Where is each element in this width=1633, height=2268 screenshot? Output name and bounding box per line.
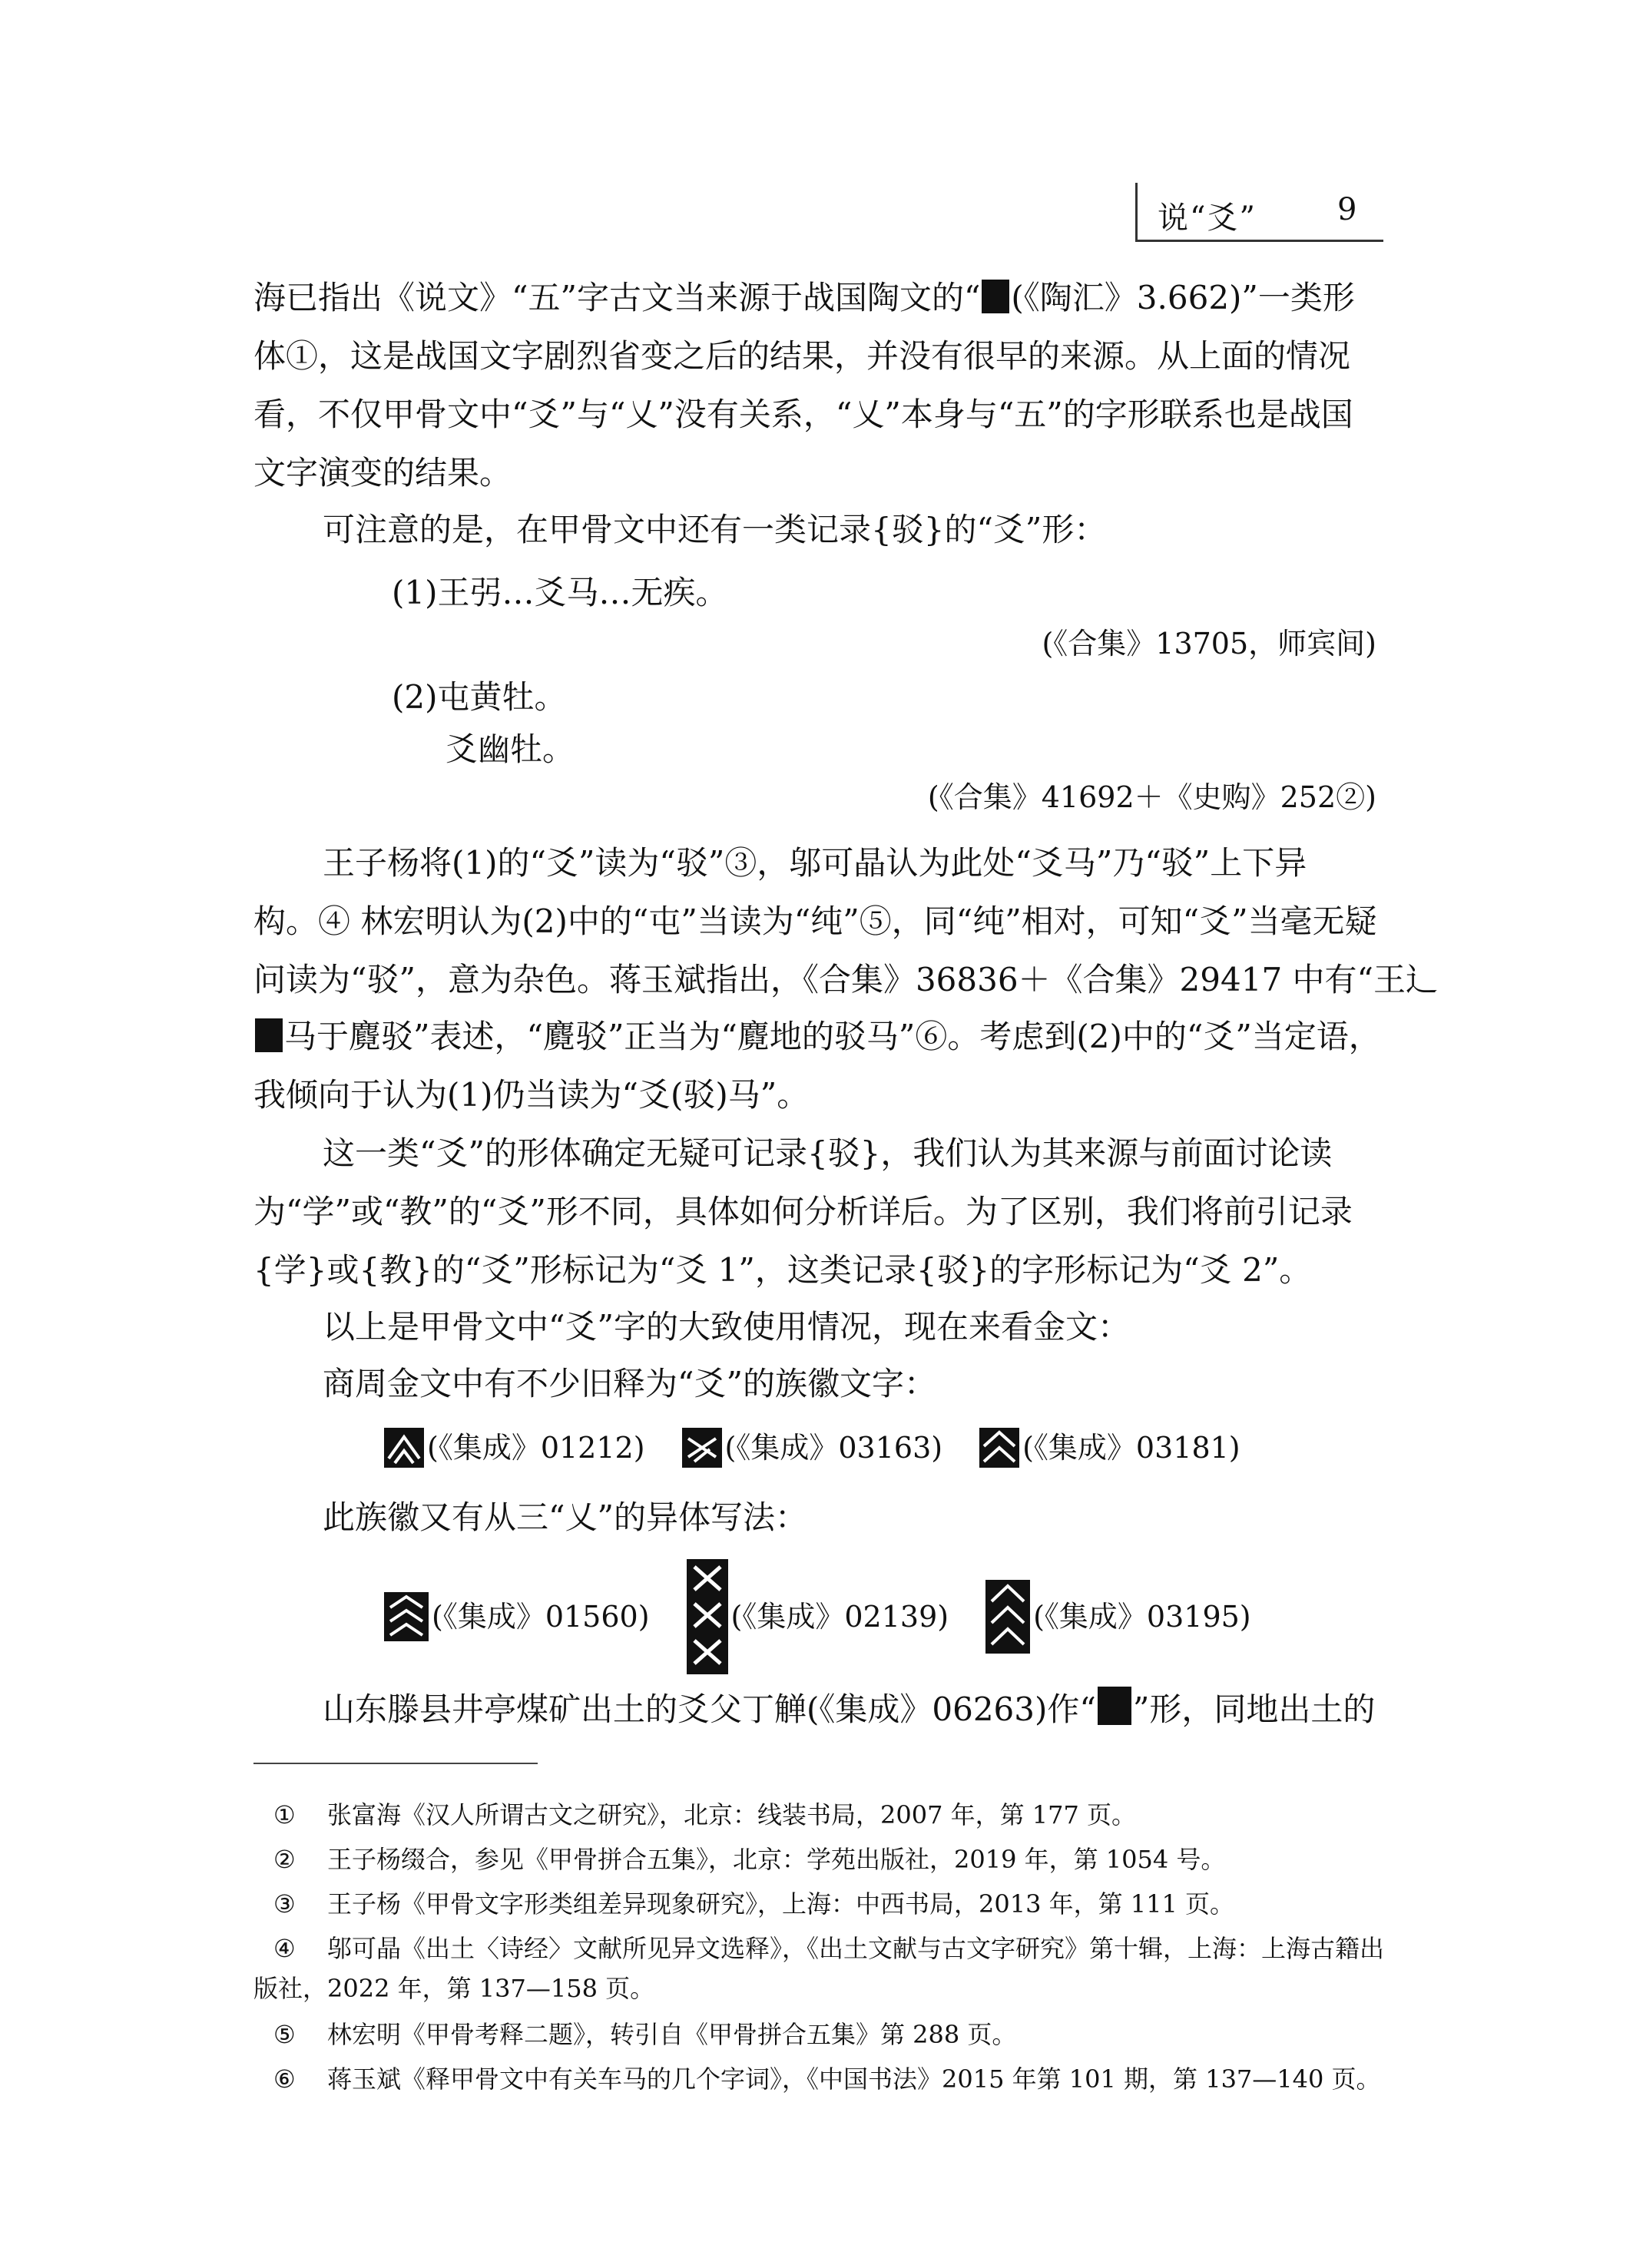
paragraph-line: 王子杨将(1)的“爻”读为“驳”③，邬可晶认为此处“爻马”乃“驳”上下异 xyxy=(323,844,1307,882)
paragraph-line: 海已指出《说文》“五”字古文当来源于战国陶文的“ (《陶汇》3.662)”一类形 xyxy=(253,279,1355,316)
emblem-glyph-icon xyxy=(687,1559,728,1674)
paragraph-line: 我倾向于认为(1)仍当读为“爻(驳)马”。 xyxy=(253,1076,810,1114)
paragraph-line: 可注意的是，在甲骨文中还有一类记录{驳}的“爻”形： xyxy=(323,511,1107,548)
footnote-continuation: 版社，2022 年，第 137—158 页。 xyxy=(253,1974,655,2003)
paragraph-line: 这一类“爻”的形体确定无疑可记录{驳}，我们认为其来源与前面讨论读 xyxy=(323,1134,1333,1172)
paragraph-line: 马于麑驳”表述，“麑驳”正当为“麑地的驳马”⑥。考虑到(2)中的“爻”当定语， xyxy=(253,1015,1375,1058)
example-2-source: (《合集》41692＋《史购》252②) xyxy=(927,780,1376,814)
paragraph-line: 此族徽又有从三“乂”的异体写法： xyxy=(323,1498,807,1536)
emblem-row-2: (《集成》01560) (《集成》02139) (《集成》03195) xyxy=(384,1559,1251,1674)
header-title: 说“爻” xyxy=(1158,200,1257,236)
example-1: (1)王弜…爻马…无疾。 xyxy=(392,574,728,611)
footnote: ① 张富海《汉人所谓古文之研究》，北京：线装书局，2007 年，第 177 页。 xyxy=(273,1800,1137,1829)
paragraph-line: 构。④ 林宏明认为(2)中的“屯”当读为“纯”⑤，同“纯”相对，可知“爻”当毫无疑 xyxy=(253,902,1377,940)
footnote: ② 王子杨缀合，参见《甲骨拼合五集》，北京：学苑出版社，2019 年，第 1054 号。 xyxy=(273,1845,1226,1874)
example-2-line-a: (2)屯黄牡。 xyxy=(392,678,567,716)
paragraph-line: 体①，这是战国文字剧烈省变之后的结果，并没有很早的来源。从上面的情况 xyxy=(253,337,1351,375)
example-2-line-b: 爻幽牡。 xyxy=(446,730,575,768)
emblem-glyph-icon xyxy=(985,1580,1030,1654)
paragraph-line: 以上是甲骨文中“爻”字的大致使用情况，现在来看金文： xyxy=(323,1308,1130,1346)
paragraph-line: 文字演变的结果。 xyxy=(253,454,512,492)
footnote-rule xyxy=(253,1763,538,1764)
paragraph-line: 商周金文中有不少旧释为“爻”的族徽文字： xyxy=(323,1365,936,1402)
example-1-source: (《合集》13705，师宾间) xyxy=(1042,627,1376,661)
emblem-glyph-icon xyxy=(1098,1687,1131,1725)
footnote: ③ 王子杨《甲骨文字形类组差异现象研究》，上海：中西书局，2013 年，第 111 页。 xyxy=(273,1889,1235,1919)
oracle-glyph-icon xyxy=(255,1018,283,1052)
paragraph-line: 山东滕县井亭煤矿出土的爻父丁觯(《集成》06263)作“ ”形，同地出土的 xyxy=(323,1687,1444,1731)
paragraph-line: 问读为“驳”，意为杂色。蒋玉斌指出，《合集》36836＋《合集》29417 中有“王辶 xyxy=(253,961,1438,998)
emblem-glyph-icon xyxy=(384,1592,429,1641)
paragraph-line: 为“学”或“教”的“爻”形不同，具体如何分析详后。为了区别，我们将前引记录 xyxy=(253,1193,1353,1230)
footnote: ④ 邬可晶《出土〈诗经〉文献所见异文选释》，《出土文献与古文字研究》第十辑，上海：上海古籍出 xyxy=(273,1934,1385,1963)
footnote: ⑥ 蒋玉斌《释甲骨文中有关车马的几个字词》，《中国书法》2015 年第 101 期，第 137—140 页。 xyxy=(273,2064,1381,2094)
paragraph-line: {学}或{教}的“爻”形标记为“爻 1”，这类记录{驳}的字形标记为“爻 2”。 xyxy=(253,1251,1312,1289)
emblem-glyph-icon xyxy=(979,1428,1019,1468)
footnote: ⑤ 林宏明《甲骨考释二题》，转引自《甲骨拼合五集》第 288 页。 xyxy=(273,2020,1017,2049)
running-header xyxy=(1135,183,1383,242)
emblem-glyph-icon xyxy=(384,1428,424,1468)
pottery-glyph-icon xyxy=(982,280,1009,313)
emblem-row-1: (《集成》01212) (《集成》03163) (《集成》03181) xyxy=(384,1421,1240,1475)
paragraph-line: 看，不仅甲骨文中“爻”与“乂”没有关系，“乂”本身与“五”的字形联系也是战国 xyxy=(253,396,1353,433)
page-number: 9 xyxy=(1337,192,1357,227)
emblem-glyph-icon xyxy=(682,1428,722,1468)
